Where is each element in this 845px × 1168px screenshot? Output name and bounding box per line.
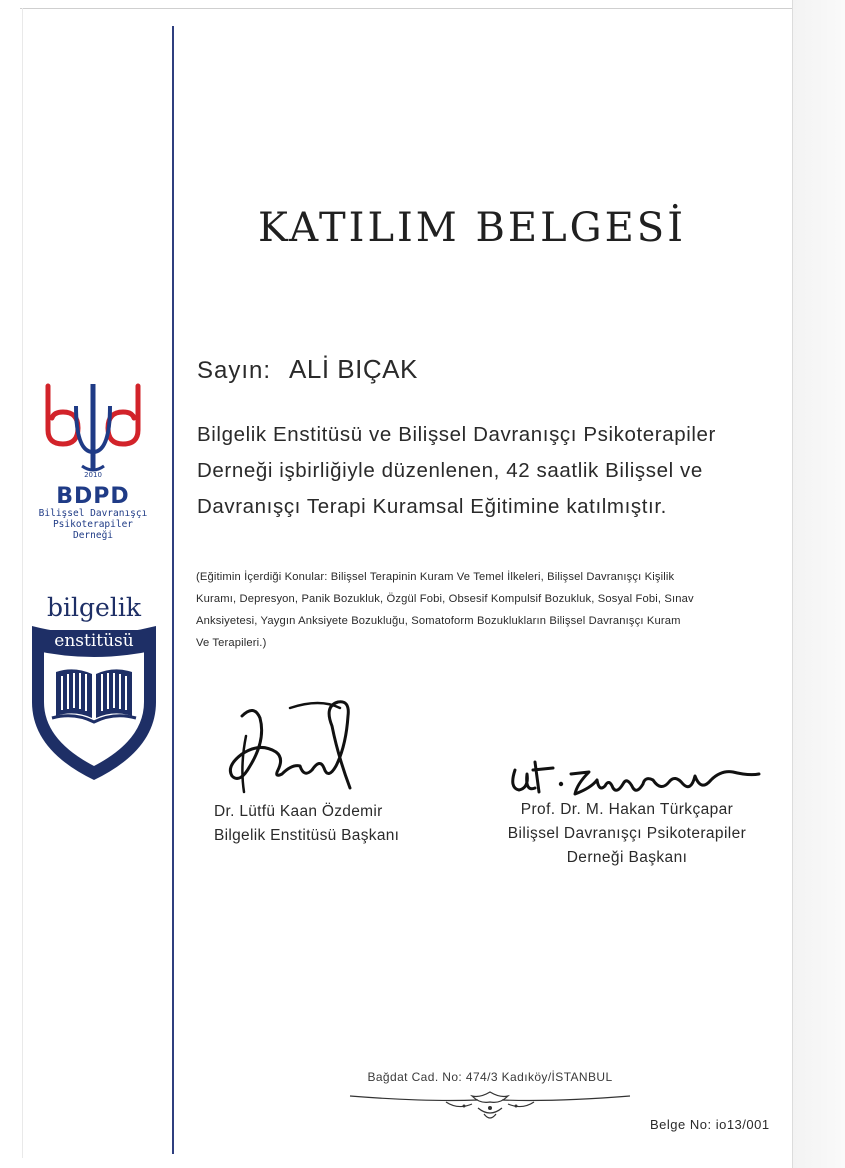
topics-paragraph — [196, 566, 778, 654]
document-number: Belge No: io13/001 — [650, 1117, 770, 1132]
svg-text:2010: 2010 — [84, 471, 102, 478]
topics-line-2: Kuramı, Depresyon, Panik Bozukluk, Özgül Fobi, Obsesif Kompulsif Bozukluk, Sosyal Fobi, Sınav — [196, 593, 694, 605]
topics-line-1: (Eğitimin İçerdiği Konular: Bilişsel Terapinin Kuram Ve Temel İlkeleri, Bilişsel Davranışçı Kişilik — [196, 571, 675, 583]
footer-ornament-icon — [346, 1084, 634, 1124]
signatory-right — [489, 798, 765, 870]
svg-text:enstitüsü: enstitüsü — [54, 631, 134, 651]
footer-address: Bağdat Cad. No: 474/3 Kadıköy/İSTANBUL — [367, 1070, 613, 1084]
signatory-left-name: Dr. Lütfü Kaan Özdemir — [214, 803, 383, 820]
scan-top-edge — [20, 8, 795, 9]
topics-line-4: Ve Terapileri.) — [196, 637, 267, 649]
body-line-1: Bilgelik Enstitüsü ve Bilişsel Davranışçı Psikoterapiler — [197, 423, 716, 446]
salutation-label: Sayın: — [197, 357, 272, 384]
svg-text:bilgelik: bilgelik — [47, 593, 141, 622]
scan-left-edge — [22, 8, 23, 1158]
recipient-name: ALİ BIÇAK — [289, 354, 418, 384]
bdpd-subtitle-line2: Psikoterapiler Derneği — [52, 519, 134, 541]
signature-left-icon — [220, 696, 360, 796]
body-line-3: Davranışçı Terapi Kuramsal Eğitimine katılmıştır. — [197, 495, 667, 518]
signatory-left — [214, 800, 399, 848]
signatory-right-name: Prof. Dr. M. Hakan Türkçapar — [520, 801, 734, 818]
certificate-title: KATILIM BELGESİ — [258, 205, 686, 251]
bdpd-logo-icon — [38, 378, 148, 478]
signatory-right-role-line1: Bilişsel Davranışçı Psikoterapiler — [507, 825, 747, 842]
body-line-2: Derneği işbirliğiyle düzenlenen, 42 saatlik Bilişsel ve — [197, 459, 703, 482]
bdpd-subtitle — [38, 508, 148, 541]
topics-line-3: Anksiyetesi, Yaygın Anksiyete Bozukluğu, Somatoform Bozuklukların Bilişsel Davranışçı Kuram — [196, 615, 681, 627]
bdpd-abbr: BDPD — [56, 484, 130, 509]
recipient-line — [197, 354, 418, 385]
bdpd-subtitle-line1: Bilişsel Davranışçı — [38, 508, 148, 519]
certificate-body — [197, 417, 773, 525]
bilgelik-shield-icon — [26, 590, 162, 786]
vertical-rule — [172, 26, 174, 1154]
signatory-right-role-line2: Derneği Başkanı — [566, 849, 688, 866]
signatory-left-role: Bilgelik Enstitüsü Başkanı — [214, 827, 400, 844]
scan-right-margin — [792, 0, 845, 1168]
